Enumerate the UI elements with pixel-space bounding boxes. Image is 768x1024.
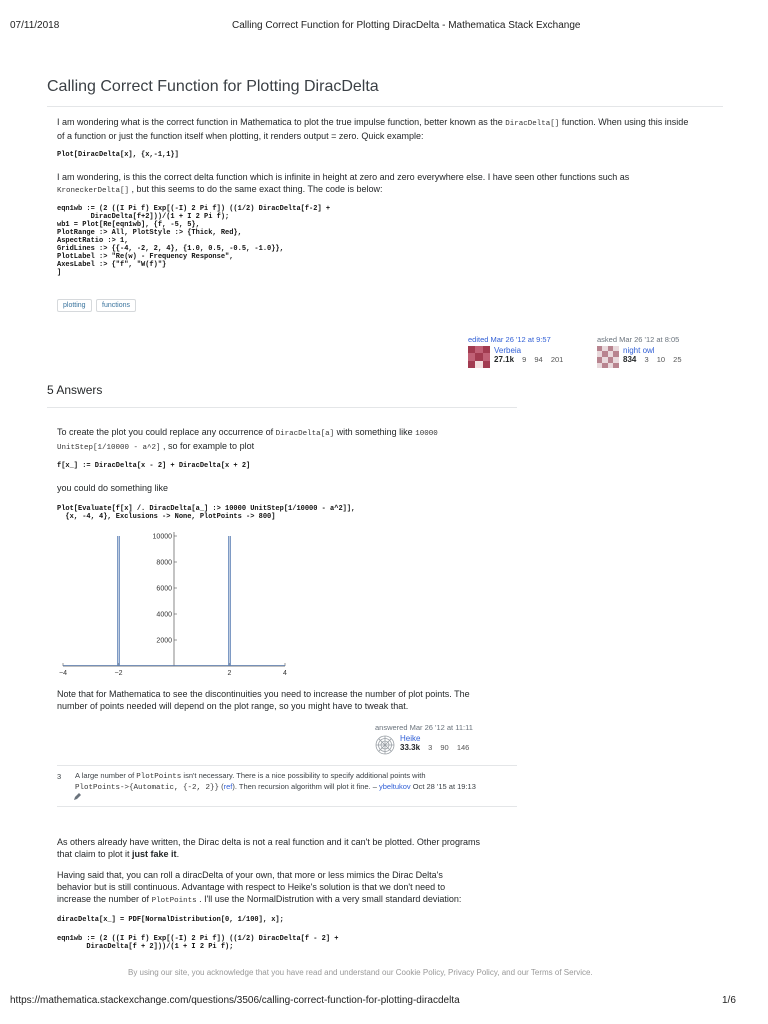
- asker-name[interactable]: night owl: [623, 346, 655, 355]
- print-date: 07/11/2018: [10, 20, 60, 31]
- question-code-2-line: eqn1wb := (2 ((I Pi f) Exp[(-I) 2 Pi f]) ((1/2) DiracDelta[f-2] +: [57, 205, 331, 213]
- answer2-code-2-line: DiracDelta[f + 2]))/(1 + I 2 Pi f);: [57, 943, 234, 951]
- answer1-code-1: f[x_] := DiracDelta[x - 2] + DiracDelta[x + 2]: [57, 462, 251, 470]
- question-code-2-line: AspectRatio :> 1,: [57, 237, 129, 245]
- question-code-2-line: PlotLabel :> "Re(w) - Frequency Response",: [57, 253, 234, 261]
- comment-body: A large number of PlotPoints isn't necessary. There is a nice possibility to specify additional points with PlotPoints->{Automatic, {-2, 2}} (ref). Then recursion algorithm will plot it fine. – ybeltukov Oct 28 '15 at 19:13: [75, 771, 476, 792]
- question-code-2: [57, 205, 330, 277]
- x-tick-label: −2: [114, 670, 123, 677]
- editor-name[interactable]: Verbeia: [494, 346, 522, 355]
- answered-label: answered Mar 26 '12 at 11:11: [375, 723, 473, 732]
- answer2-code-2-line: eqn1wb := (2 ((I Pi f) Exp[(-I) 2 Pi f]) ((1/2) DiracDelta[f - 2] +: [57, 935, 339, 943]
- answer1-signature: [375, 723, 473, 732]
- night-owl-avatar-icon[interactable]: [597, 346, 619, 368]
- asker-badge-bronze: 25: [673, 355, 682, 364]
- print-page-number: 1/6: [722, 995, 736, 1006]
- y-tick-label: 2000: [156, 637, 172, 645]
- diracdelta-plot: [55, 528, 295, 680]
- answer2-code-2: [57, 935, 338, 951]
- answerer-reputation: 33.3k: [400, 743, 421, 752]
- answer2-code-1: diracDelta[x_] = PDF[NormalDistribution[0, 1/100], x];: [57, 916, 284, 924]
- cookie-consent-text[interactable]: By using our site, you acknowledge that you have read and understand our Cookie Policy, Privacy Policy, and our Terms of Service.: [128, 968, 593, 977]
- asked-label: asked Mar 26 '12 at 8:05: [597, 335, 680, 344]
- question-paragraph-1: I am wondering what is the correct function in Mathematica to plot the true impulse function, better known as the DiracDelta[] function. When using this inside of a function or just the function itself when plotting, it renders output = zero. Quick example:: [57, 117, 689, 141]
- editor-badge-silver: 94: [534, 355, 543, 364]
- comment-author[interactable]: ybeltukov: [378, 782, 411, 791]
- heike-avatar-icon[interactable]: [374, 734, 396, 756]
- editor-badge-gold: 9: [522, 355, 527, 364]
- question-code-2-line: ]: [57, 269, 62, 277]
- answer1-paragraph-2: you could do something like: [57, 483, 169, 493]
- answers-count: 5 Answers: [47, 383, 103, 397]
- question-code-2-line: PlotRange :> All, PlotStyle :> {Thick, Red},: [57, 229, 242, 237]
- y-tick-label: 4000: [156, 611, 172, 619]
- comment-divider-bottom: [57, 806, 517, 807]
- tag-functions[interactable]: functions: [96, 299, 136, 312]
- y-tick-label: 6000: [156, 585, 172, 593]
- asked-signature: [597, 335, 679, 344]
- tag-plotting[interactable]: plotting: [57, 299, 92, 312]
- comment-score: 3: [57, 772, 62, 781]
- question-code-1: Plot[DiracDelta[x], {x,-1,1}]: [57, 151, 179, 159]
- editor-badge-bronze: 201: [550, 355, 564, 364]
- y-tick-label: 8000: [156, 559, 172, 567]
- editor-reputation: 27.1k: [494, 355, 515, 364]
- comment-divider-top: [57, 765, 517, 766]
- print-title: Calling Correct Function for Plotting DiracDelta - Mathematica Stack Exchange: [232, 20, 581, 31]
- edited-label[interactable]: edited Mar 26 '12 at 9:57: [468, 335, 551, 344]
- answer1-paragraph-1: To create the plot you could replace any occurrence of DiracDelta[a] with something like 10000 UnitStep[1/10000 - a^2] , so for example to plot: [57, 427, 438, 452]
- answer2-paragraph-1: As others already have written, the Dirac delta is not a real function and it can't be plotted. Other programs that claim to plot it just fake it.: [57, 837, 480, 859]
- question-paragraph-2: I am wondering, is this the correct delta function which is infinite in height at zero and zero everywhere else. I have seen other functions such as KroneckerDelta[] , but this seems to do the same exact thing. The code is below:: [57, 172, 630, 195]
- question-code-2-line: GridLines :> {{-4, -2, 2, 4}, {1.0, 0.5, -0.5, -1.0}},: [57, 245, 284, 253]
- asker-badge-gold: 3: [644, 355, 649, 364]
- edited-signature: [468, 335, 551, 344]
- asker-reputation: 834: [623, 355, 637, 364]
- x-tick-label: 4: [283, 670, 287, 677]
- question-title[interactable]: Calling Correct Function for Plotting DiracDelta: [47, 78, 379, 95]
- x-tick-label: 2: [227, 670, 232, 677]
- answer2-paragraph-2: Having said that, you can roll a diracDelta of your own, that more or less mimics the Dirac Delta's behavior but is still continuous. Advantage with respect to Heike's solution is that we don't need to increase the number of PlotPoints . I'll use the NormalDistrution with a very small standard deviation:: [57, 870, 462, 905]
- question-code-2-line: AxesLabel :> {"f", "W(f)"}: [57, 261, 167, 269]
- answerer-name[interactable]: Heike: [400, 734, 421, 743]
- comment-ref-link[interactable]: ref: [223, 782, 233, 791]
- answers-divider: [47, 407, 517, 408]
- asker-badge-silver: 10: [656, 355, 666, 364]
- y-tick-label: 10000: [152, 533, 172, 541]
- question-code-2-line: wb1 = Plot[Re[eqn1wb], {f, -5, 5},: [57, 221, 200, 229]
- answerer-badge-silver: 90: [440, 743, 449, 752]
- pencil-edit-icon[interactable]: [73, 793, 81, 801]
- answer1-code-2-line: {x, -4, 4}, Exclusions -> None, PlotPoints -> 800]: [57, 513, 276, 521]
- answerer-badge-gold: 3: [428, 743, 433, 752]
- question-code-2-line: DiracDelta[f+2]))/(1 + I 2 Pi f);: [57, 213, 230, 221]
- answer1-code-2: [57, 505, 355, 521]
- answer1-code-2-line: Plot[Evaluate[f[x] /. DiracDelta[a_] :> 10000 UnitStep[1/10000 - a^2]],: [57, 505, 356, 513]
- print-url: https://mathematica.stackexchange.com/questions/3506/calling-correct-function-for-plotting-diracdelta: [10, 995, 460, 1006]
- title-divider: [47, 106, 723, 107]
- answer1-paragraph-3: Note that for Mathematica to see the discontinuities you need to increase the number of plot points. The number of points needed will depend on the plot range, so you might have to tweak that.: [57, 689, 470, 711]
- x-tick-label: −4: [59, 670, 67, 677]
- answerer-badge-bronze: 146: [456, 743, 470, 752]
- verbeia-avatar-icon[interactable]: [468, 346, 490, 368]
